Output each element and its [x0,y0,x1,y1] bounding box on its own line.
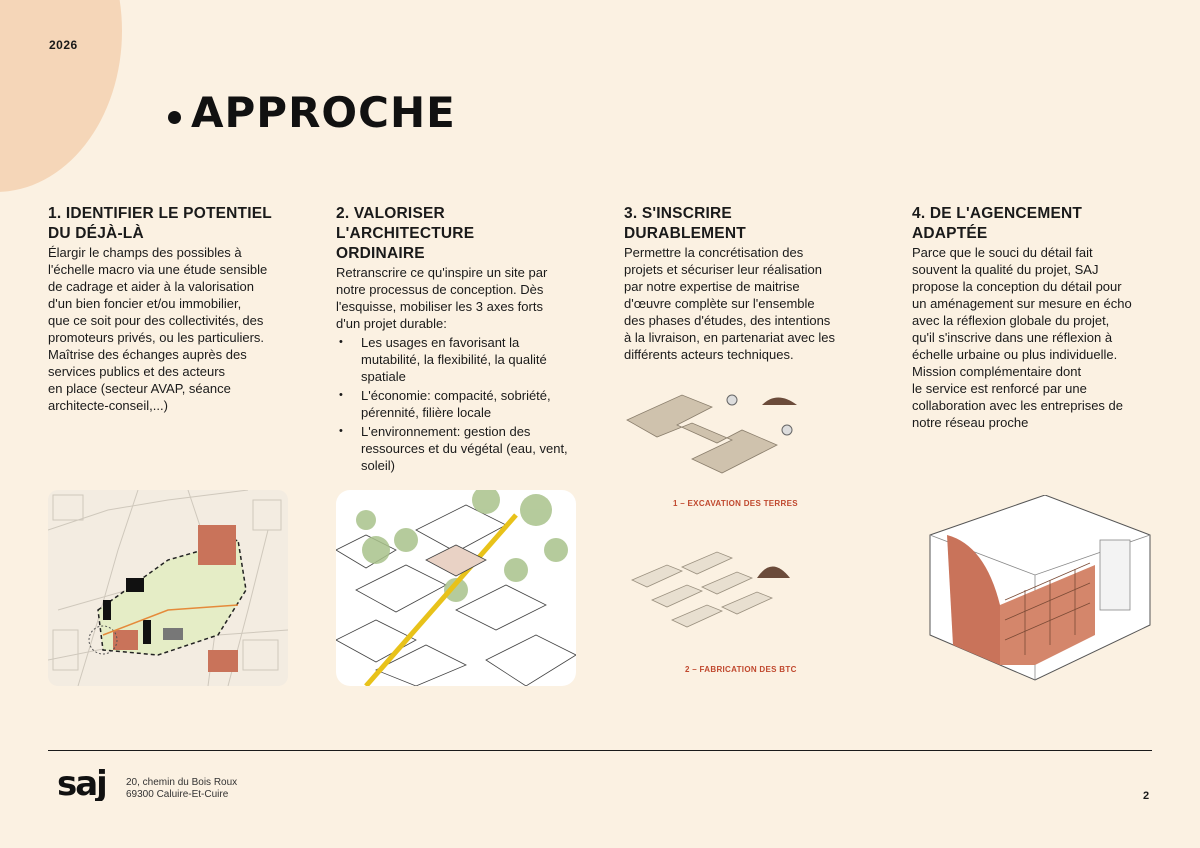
address-line-2: 69300 Caluire-Et-Cuire [126,789,229,800]
year-label: 2026 [49,38,78,52]
axonometric-image [336,490,576,686]
column-heading: 1. IDENTIFIER LE POTENTIEL DU DÉJÀ-LÀ [48,205,272,242]
btc-diagram-image [622,385,812,685]
diagram-caption-1: 1 – EXCAVATION DES TERRES [673,499,798,508]
column-valoriser [336,204,581,476]
page-title [168,88,456,137]
page-number: 2 [1143,790,1150,802]
column-heading: 2. VALORISER L'ARCHITECTURE ORDINAIRE [336,205,475,262]
column-body: Élargir le champs des possibles à l'échelle macro via une étude sensible de cadrage et aider à la valorisation d'un bien foncier et/ou immobilier, que ce soit pour des collectivités, des promoteurs privés, ou les particuliers. Maîtrise des échanges auprès des services publics et des acteurs en place (secteur AVAP, séance architecte-conseil,...) [48,245,268,413]
list-item: • L'économie: compacité, sobriété, pérennité, filière locale [336,387,581,421]
column-body: Retranscrire ce qu'inspire un site par notre processus de conception. Dès l'esquisse, mobiliser les 3 axes forts d'un projet durable: [336,265,548,331]
column-inscrire [624,204,869,363]
column-body: Permettre la concrétisation des projets et sécuriser leur réalisation par notre expertise de maitrise d'œuvre complète sur l'ensemble des phases d'études, des intentions à la livraison, en partenariat avec les différents acteurs techniques. [624,245,836,362]
diagram-caption-2: 2 – FABRICATION DES BTC [685,665,797,674]
saj-logo [57,765,117,806]
list-item: • L'environnement: gestion des ressources et du végétal (eau, vent, soleil) [336,423,581,474]
address-line-1: 20, chemin du Bois Roux [126,777,238,788]
column-heading: 3. S'INSCRIRE DURABLEMENT [624,205,746,242]
interior-cutaway-image [925,495,1155,685]
column-body: Parce que le souci du détail fait souvent la qualité du projet, SAJ propose la conception du détail pour un aménagement sur mesure en écho avec la réflexion globale du projet, qu'il s'inscrive dans une réflexion à échelle urbaine ou plus individuelle. Mission complémentaire dont le service est renforcé par une collaboration avec les entreprises de notre réseau proche [912,245,1132,430]
list-item: • Les usages en favorisant la mutabilité, la flexibilité, la qualité spatiale [336,334,581,385]
decorative-corner-circle [0,0,122,192]
footer-address [126,777,237,801]
logo-wordmark: saj [57,765,106,801]
bullet-list [336,334,581,474]
title-bullet-icon [168,111,181,124]
column-identifier [48,204,293,414]
column-heading: 4. DE L'AGENCEMENT ADAPTÉE [912,205,1083,242]
column-agencement [912,204,1157,431]
site-plan-image [48,490,288,686]
page-title-text: APPROCHE [191,88,456,137]
footer-divider [48,750,1152,751]
